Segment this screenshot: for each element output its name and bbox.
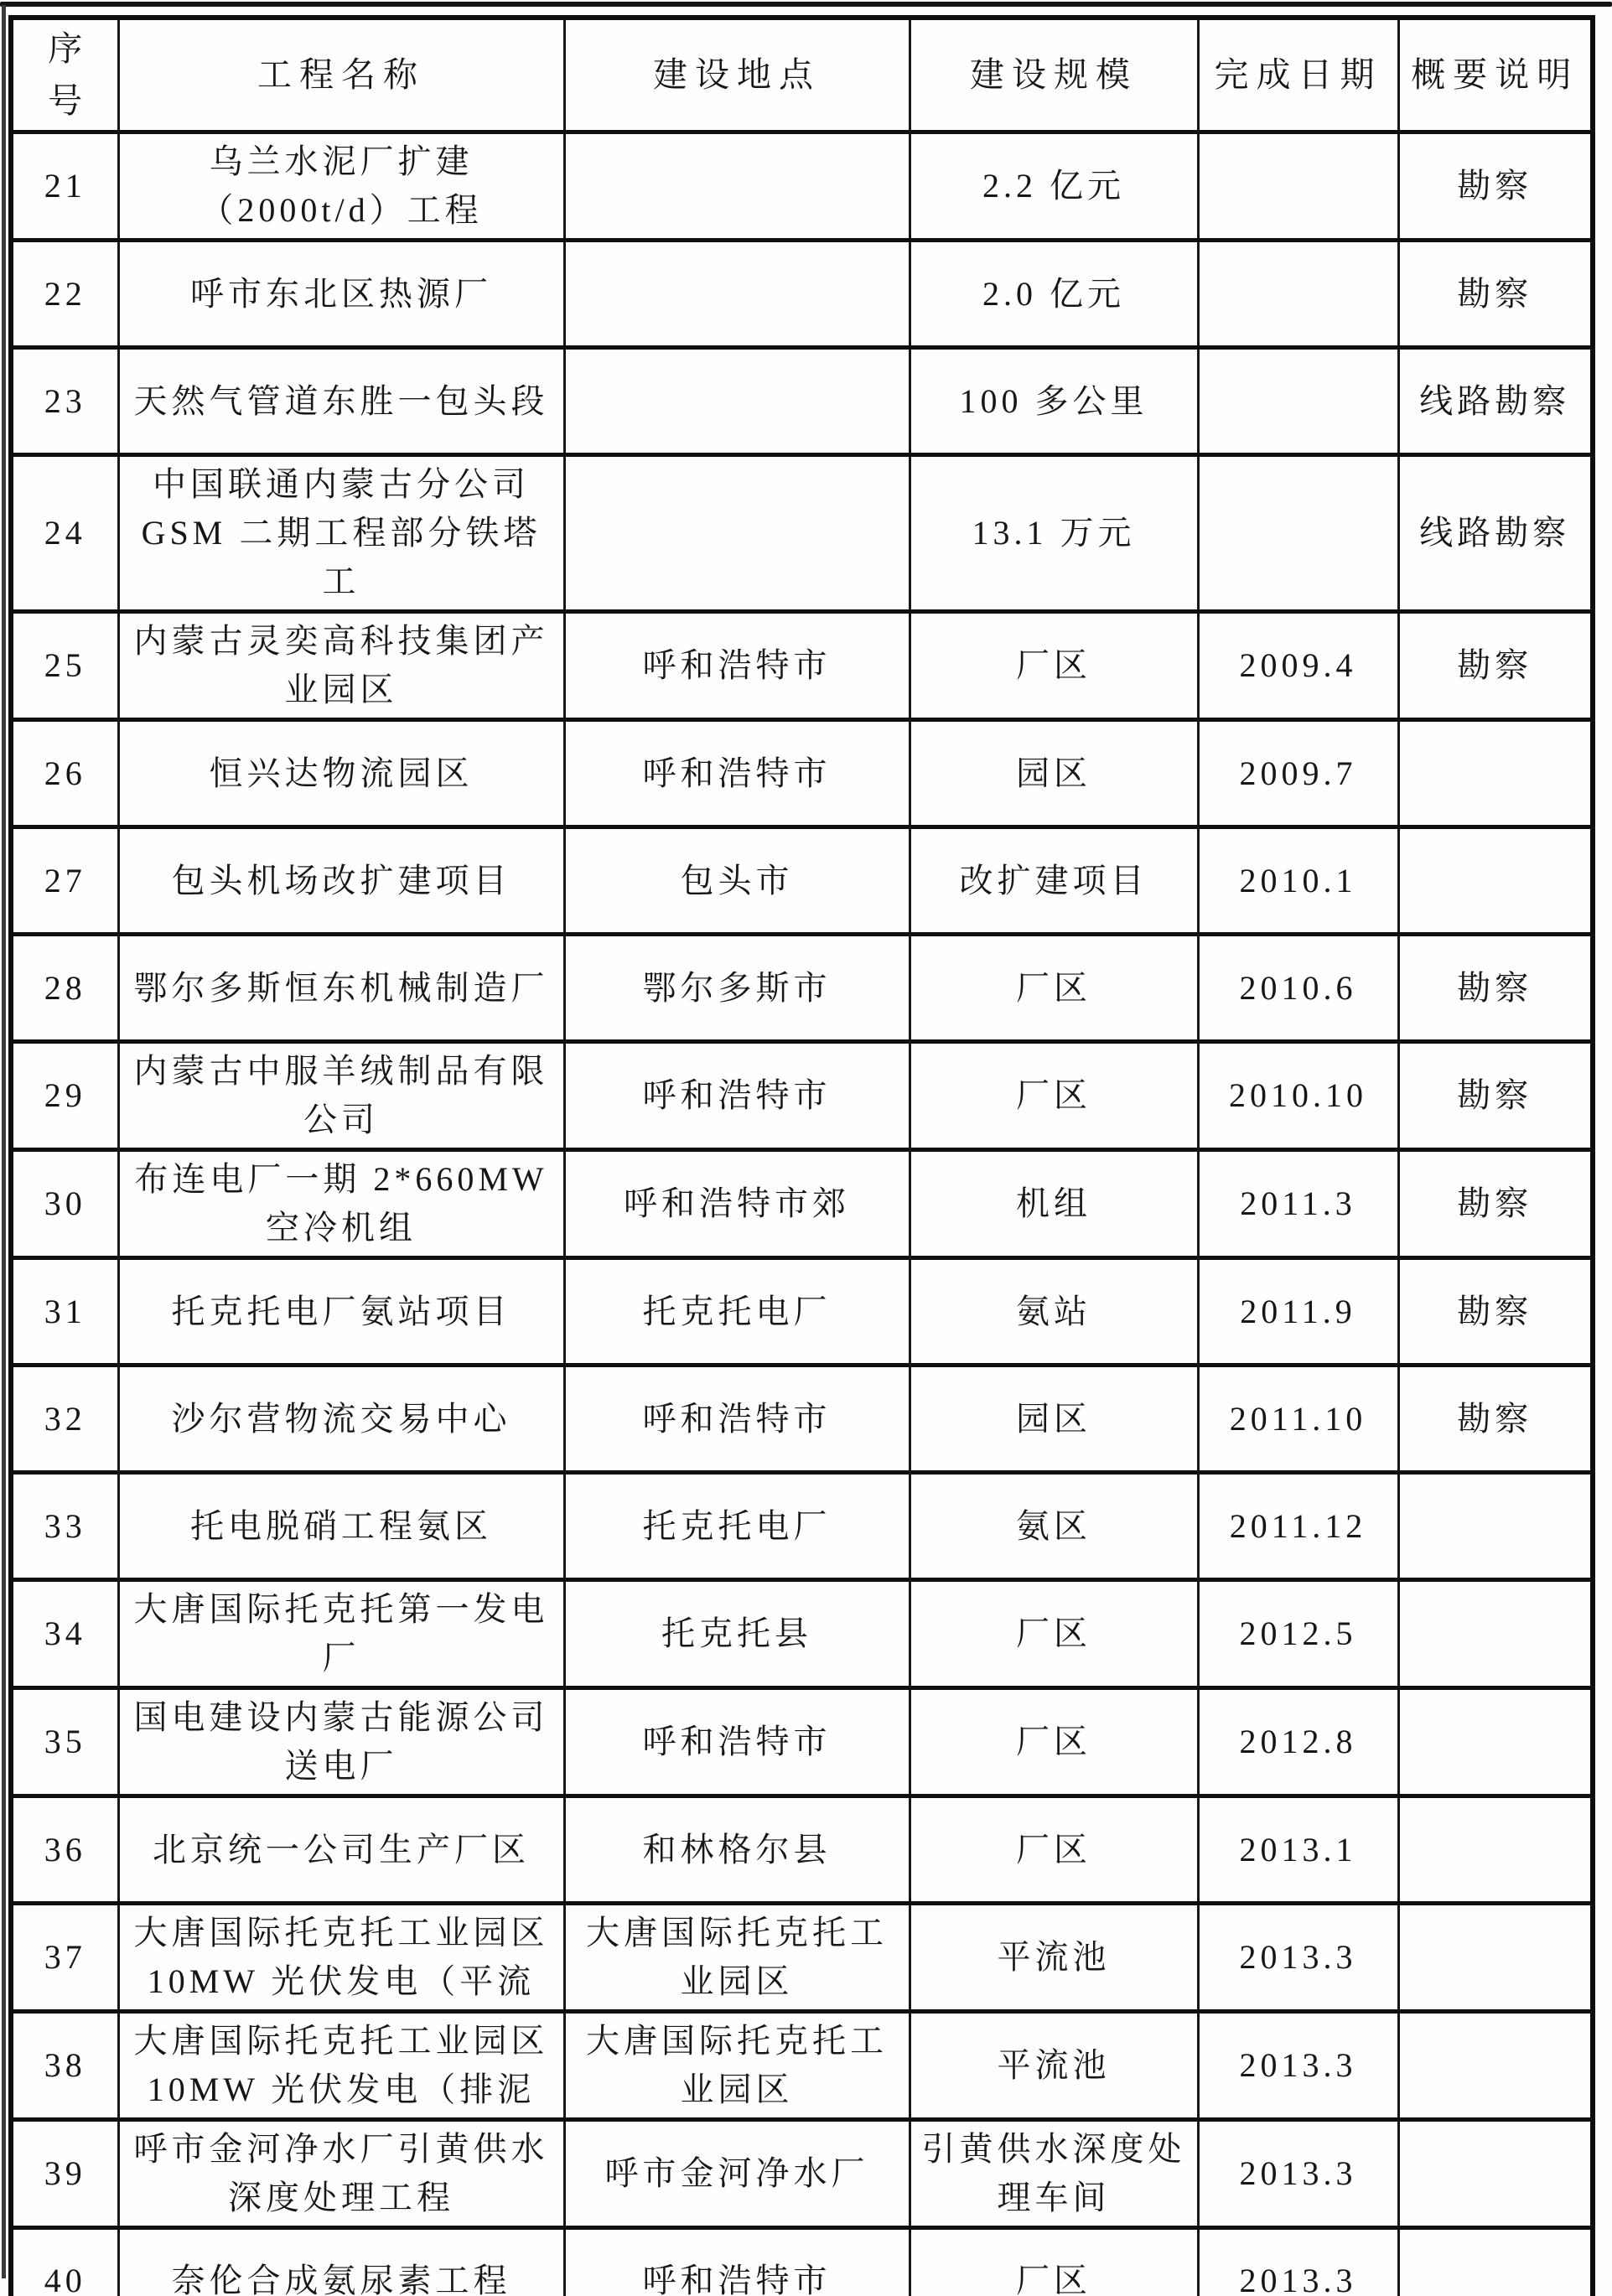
cell-name: 大唐国际托克托工业园区 10MW 光伏发电（排泥 (118, 2012, 564, 2120)
cell-date: 2012.8 (1198, 1688, 1398, 1796)
cell-summary (1398, 720, 1593, 827)
cell-no: 24 (11, 455, 118, 612)
column-header-label: 工程名称 (257, 54, 425, 94)
cell-summary: 线路勘察 (1398, 348, 1593, 455)
cell-date (1198, 241, 1398, 348)
cell-location (564, 241, 910, 348)
cell-date: 2011.9 (1198, 1258, 1398, 1366)
cell-date: 2013.1 (1198, 1796, 1398, 1904)
cell-no: 37 (11, 1904, 118, 2012)
table-row (11, 1796, 1593, 1904)
cell-location: 大唐国际托克托工业园区 (564, 1904, 910, 2012)
cell-summary: 勘察 (1398, 241, 1593, 348)
cell-no: 35 (11, 1688, 118, 1796)
cell-name: 内蒙古灵奕高科技集团产业园区 (118, 612, 564, 720)
projects-table (8, 15, 1595, 2296)
cell-date (1198, 132, 1398, 241)
column-header-label: 建设规模 (970, 54, 1138, 94)
scan-edge-artifact-top (0, 2, 1612, 7)
table-row (11, 1042, 1593, 1150)
cell-no: 28 (11, 935, 118, 1042)
cell-no: 25 (11, 612, 118, 720)
cell-location: 托克托电厂 (564, 1258, 910, 1366)
cell-summary: 勘察 (1398, 1042, 1593, 1150)
cell-summary (1398, 1473, 1593, 1580)
cell-name: 布连电厂一期 2*660MW 空冷机组 (118, 1150, 564, 1258)
cell-no: 31 (11, 1258, 118, 1366)
column-header-label: 概要说明 (1411, 54, 1579, 94)
column-header-label: 建设地点 (653, 54, 821, 94)
cell-summary (1398, 1580, 1593, 1688)
cell-name: 托克托电厂氨站项目 (118, 1258, 564, 1366)
cell-scale: 100 多公里 (910, 348, 1198, 455)
cell-name: 大唐国际托克托工业园区 10MW 光伏发电（平流 (118, 1904, 564, 2012)
cell-no: 32 (11, 1366, 118, 1473)
cell-location (564, 132, 910, 241)
cell-name: 大唐国际托克托第一发电厂 (118, 1580, 564, 1688)
cell-location: 大唐国际托克托工业园区 (564, 2012, 910, 2120)
cell-location: 和林格尔县 (564, 1796, 910, 1904)
cell-no: 33 (11, 1473, 118, 1580)
table-row (11, 132, 1593, 241)
cell-date: 2009.7 (1198, 720, 1398, 827)
cell-name: 呼市东北区热源厂 (118, 241, 564, 348)
cell-location: 呼和浩特市 (564, 612, 910, 720)
cell-date (1198, 348, 1398, 455)
cell-no: 38 (11, 2012, 118, 2120)
cell-no: 22 (11, 241, 118, 348)
table-row (11, 1688, 1593, 1796)
cell-no: 40 (11, 2228, 118, 2296)
cell-name: 北京统一公司生产厂区 (118, 1796, 564, 1904)
table-row (11, 720, 1593, 827)
column-header-label: 完成日期 (1214, 54, 1382, 94)
cell-summary (1398, 2012, 1593, 2120)
cell-no: 30 (11, 1150, 118, 1258)
cell-date: 2012.5 (1198, 1580, 1398, 1688)
cell-summary (1398, 1688, 1593, 1796)
cell-name: 乌兰水泥厂扩建（2000t/d）工程 (118, 132, 564, 241)
cell-location: 呼和浩特市 (564, 1688, 910, 1796)
cell-summary (1398, 1904, 1593, 2012)
cell-scale: 平流池 (910, 1904, 1198, 2012)
cell-no: 39 (11, 2120, 118, 2228)
column-header-no (11, 18, 118, 132)
cell-date: 2013.3 (1198, 1904, 1398, 2012)
cell-location: 托克托电厂 (564, 1473, 910, 1580)
cell-scale: 氨区 (910, 1473, 1198, 1580)
cell-summary: 勘察 (1398, 935, 1593, 1042)
cell-scale: 2.2 亿元 (910, 132, 1198, 241)
table-body (11, 132, 1593, 2296)
cell-date: 2009.4 (1198, 612, 1398, 720)
cell-summary: 线路勘察 (1398, 455, 1593, 612)
column-header-label: 序号 (48, 29, 83, 120)
cell-summary (1398, 827, 1593, 935)
cell-name: 鄂尔多斯恒东机械制造厂 (118, 935, 564, 1042)
cell-summary (1398, 2120, 1593, 2228)
cell-summary (1398, 2228, 1593, 2296)
cell-name: 天然气管道东胜一包头段 (118, 348, 564, 455)
cell-date: 2011.3 (1198, 1150, 1398, 1258)
cell-scale: 厂区 (910, 935, 1198, 1042)
cell-scale: 2.0 亿元 (910, 241, 1198, 348)
cell-scale: 园区 (910, 1366, 1198, 1473)
table-row (11, 2228, 1593, 2296)
cell-date: 2013.3 (1198, 2120, 1398, 2228)
table-row (11, 612, 1593, 720)
table-row (11, 1580, 1593, 1688)
cell-no: 36 (11, 1796, 118, 1904)
cell-date: 2013.3 (1198, 2228, 1398, 2296)
cell-scale: 园区 (910, 720, 1198, 827)
cell-scale: 厂区 (910, 612, 1198, 720)
column-header-summary (1398, 18, 1593, 132)
cell-scale: 机组 (910, 1150, 1198, 1258)
cell-location: 呼和浩特市 (564, 720, 910, 827)
cell-date: 2010.1 (1198, 827, 1398, 935)
cell-location (564, 455, 910, 612)
cell-name: 内蒙古中服羊绒制品有限公司 (118, 1042, 564, 1150)
cell-date: 2010.10 (1198, 1042, 1398, 1150)
cell-summary: 勘察 (1398, 612, 1593, 720)
table-row (11, 348, 1593, 455)
cell-summary: 勘察 (1398, 132, 1593, 241)
cell-summary: 勘察 (1398, 1150, 1593, 1258)
column-header-name (118, 18, 564, 132)
cell-location: 呼和浩特市 (564, 2228, 910, 2296)
cell-date: 2011.10 (1198, 1366, 1398, 1473)
cell-no: 23 (11, 348, 118, 455)
cell-scale: 平流池 (910, 2012, 1198, 2120)
cell-location: 呼和浩特市郊 (564, 1150, 910, 1258)
cell-location: 呼市金河净水厂 (564, 2120, 910, 2228)
cell-date (1198, 455, 1398, 612)
table-row (11, 1366, 1593, 1473)
table-row (11, 1904, 1593, 2012)
cell-no: 27 (11, 827, 118, 935)
table-row (11, 1258, 1593, 1366)
cell-summary: 勘察 (1398, 1366, 1593, 1473)
table-row (11, 935, 1593, 1042)
table-row (11, 455, 1593, 612)
cell-name: 沙尔营物流交易中心 (118, 1366, 564, 1473)
header-row (11, 18, 1593, 132)
cell-location (564, 348, 910, 455)
cell-scale: 厂区 (910, 1796, 1198, 1904)
cell-no: 26 (11, 720, 118, 827)
column-header-scale (910, 18, 1198, 132)
table-row (11, 2120, 1593, 2228)
cell-name: 托电脱硝工程氨区 (118, 1473, 564, 1580)
cell-summary (1398, 1796, 1593, 1904)
scan-edge-artifact-left (2, 5, 6, 2278)
table-row (11, 241, 1593, 348)
cell-name: 恒兴达物流园区 (118, 720, 564, 827)
cell-scale: 厂区 (910, 1580, 1198, 1688)
cell-name: 呼市金河净水厂引黄供水深度处理工程 (118, 2120, 564, 2228)
cell-no: 29 (11, 1042, 118, 1150)
cell-scale: 改扩建项目 (910, 827, 1198, 935)
table-header-row (11, 18, 1593, 132)
cell-scale: 氨站 (910, 1258, 1198, 1366)
cell-name: 奈伦合成氨尿素工程 (118, 2228, 564, 2296)
table-row (11, 2012, 1593, 2120)
cell-location: 呼和浩特市 (564, 1042, 910, 1150)
cell-location: 呼和浩特市 (564, 1366, 910, 1473)
cell-scale: 厂区 (910, 1042, 1198, 1150)
cell-location: 包头市 (564, 827, 910, 935)
table-row (11, 1473, 1593, 1580)
cell-date: 2013.3 (1198, 2012, 1398, 2120)
cell-summary: 勘察 (1398, 1258, 1593, 1366)
cell-date: 2010.6 (1198, 935, 1398, 1042)
cell-date: 2011.12 (1198, 1473, 1398, 1580)
cell-location: 鄂尔多斯市 (564, 935, 910, 1042)
cell-name: 国电建设内蒙古能源公司送电厂 (118, 1688, 564, 1796)
cell-scale: 引黄供水深度处理车间 (910, 2120, 1198, 2228)
cell-name: 包头机场改扩建项目 (118, 827, 564, 935)
table-row (11, 1150, 1593, 1258)
cell-no: 34 (11, 1580, 118, 1688)
cell-no: 21 (11, 132, 118, 241)
column-header-date (1198, 18, 1398, 132)
cell-scale: 13.1 万元 (910, 455, 1198, 612)
cell-location: 托克托县 (564, 1580, 910, 1688)
column-header-location (564, 18, 910, 132)
cell-name: 中国联通内蒙古分公司 GSM 二期工程部分铁塔工 (118, 455, 564, 612)
cell-scale: 厂区 (910, 2228, 1198, 2296)
cell-scale: 厂区 (910, 1688, 1198, 1796)
table-row (11, 827, 1593, 935)
